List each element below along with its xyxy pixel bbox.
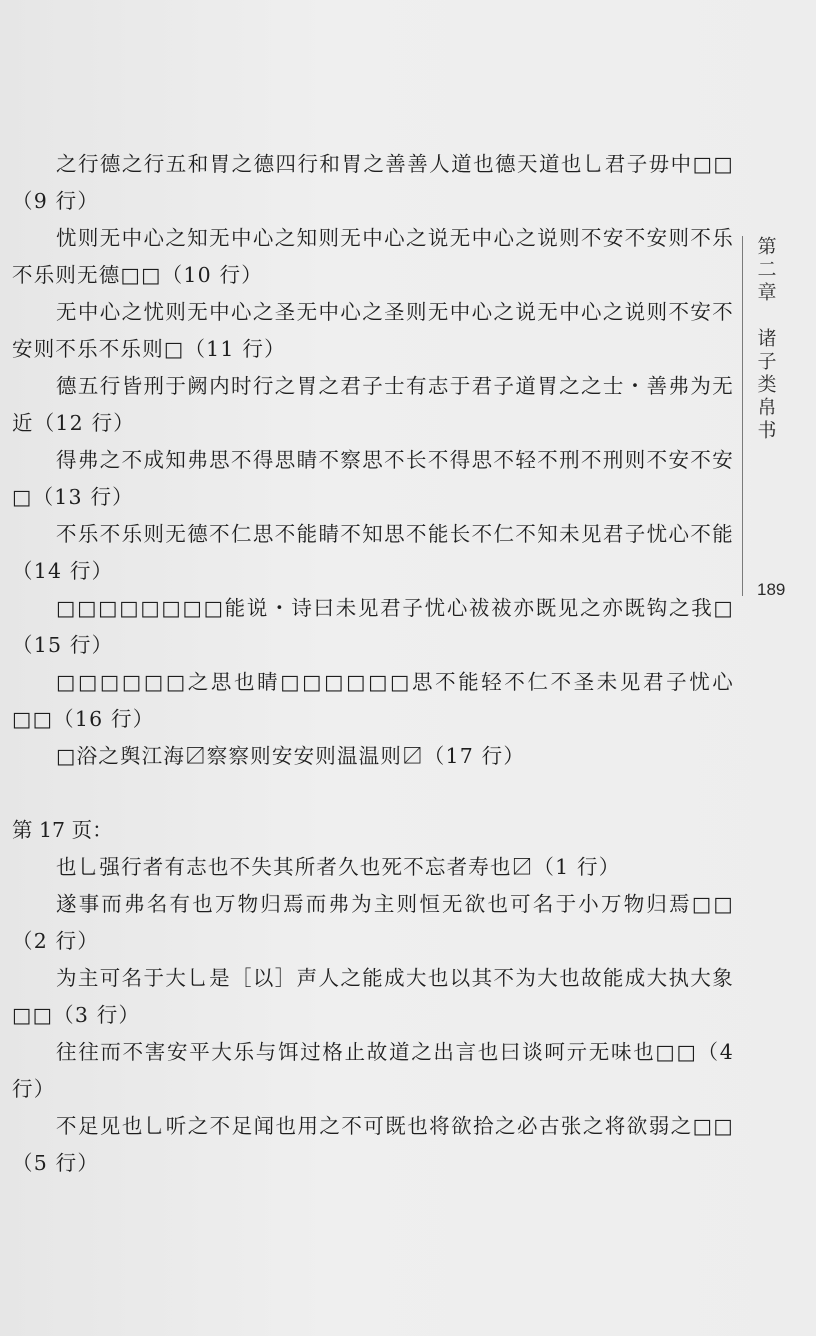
paragraph-13: 往往而不害安平大乐与饵过格止故道之出言也曰谈呵亓无味也□□（4 行）	[12, 1040, 734, 1101]
paragraph-1: 之行德之行五和胃之德四行和胃之善善人道也德天道也乚君子毋中□□（9 行）	[12, 152, 734, 213]
paragraph-10: 也乚强行者有志也不失其所者久也死不忘者寿也〼（1 行）	[56, 855, 621, 879]
page-number: 189	[757, 580, 786, 599]
paragraph-7: □□□□□□□□能说・诗曰未见君子忧心祓祓亦既见之亦既钩之我□（15 行）	[12, 596, 734, 657]
paragraph-11: 遂事而弗名有也万物归焉而弗为主则恒无欲也可名于小万物归焉□□（2 行）	[12, 892, 734, 953]
paragraph-6: 不乐不乐则无德不仁思不能睛不知思不能长不仁不知未见君子忧心不能（14 行）	[12, 522, 734, 583]
margin-divider	[742, 236, 743, 596]
paragraph-2: 忧则无中心之知无中心之知则无中心之说无中心之说则不安不安则不乐不乐则无德□□（10 行）	[12, 226, 734, 287]
main-text	[12, 146, 734, 1182]
paragraph-8: □□□□□□之思也睛□□□□□□思不能轻不仁不圣未见君子忧心□□（16 行）	[12, 670, 734, 731]
section-heading: 第 17 页：	[12, 818, 113, 842]
paragraph-9: □浴之舆江海〼察察则安安则温温则〼（17 行）	[56, 744, 526, 768]
paragraph-5: 得弗之不成知弗思不得思睛不察思不长不得思不轻不刑不刑则不安不安□（13 行）	[12, 448, 734, 509]
chapter-sidebar	[745, 236, 787, 443]
paragraph-4: 德五行皆刑于阙内时行之胃之君子士有志于君子道胃之之士・善弗为无近（12 行）	[12, 374, 734, 435]
chapter-title: 第二章 诸子类帛书	[754, 236, 777, 443]
paragraph-12: 为主可名于大乚是［以］声人之能成大也以其不为大也故能成大执大象□□（3 行）	[12, 966, 734, 1027]
paragraph-3: 无中心之忧则无中心之圣无中心之圣则无中心之说无中心之说则不安不安则不乐不乐则□（11 行）	[12, 300, 734, 361]
paragraph-14: 不足见也乚听之不足闻也用之不可既也将欲拾之必古张之将欲弱之□□（5 行）	[12, 1114, 734, 1175]
